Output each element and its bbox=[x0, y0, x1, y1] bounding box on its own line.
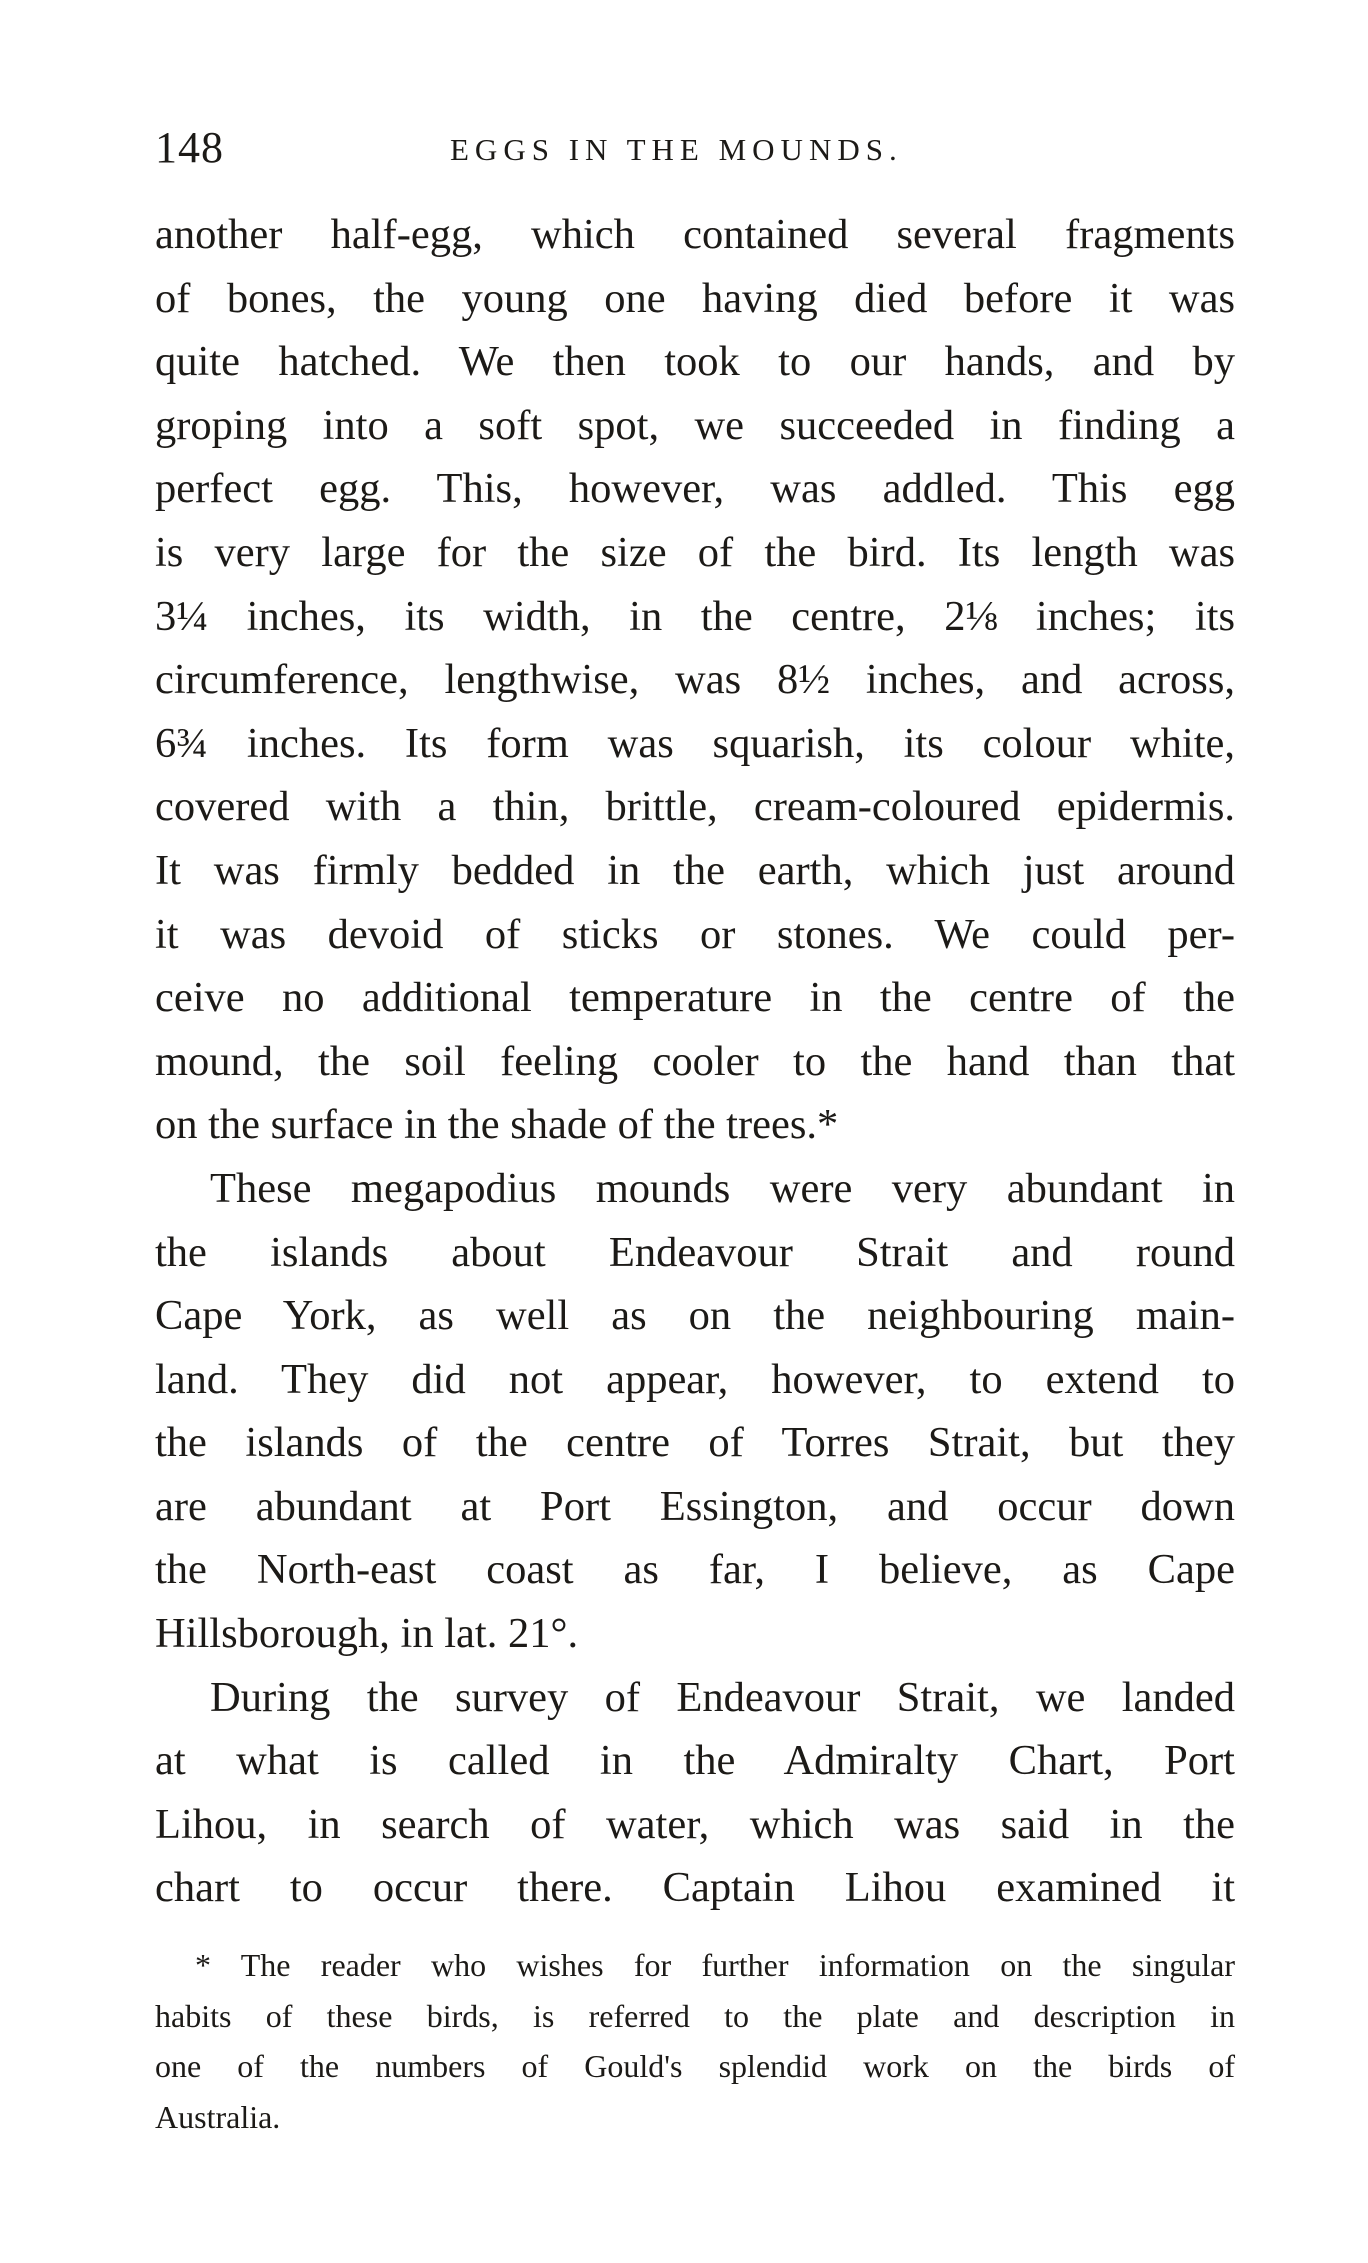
text-line: groping into a soft spot, we succeeded in finding a bbox=[155, 401, 1235, 449]
page-number: 148 bbox=[155, 123, 224, 172]
text-line: at what is called in the Admiralty Chart, Port bbox=[155, 1737, 1235, 1785]
text-line: During the survey of Endeavour Strait, we landed bbox=[210, 1673, 1235, 1721]
text-line: ceive no additional temperature in the centre of the bbox=[155, 974, 1235, 1022]
footnote-line: one of the numbers of Gould's splendid work on the birds of bbox=[155, 2048, 1235, 2084]
text-line: of bones, the young one having died before it was bbox=[155, 274, 1235, 322]
text-line: are abundant at Port Essington, and occur down bbox=[155, 1482, 1235, 1530]
footnote-line: * The reader who wishes for further information on the singular bbox=[195, 1947, 1235, 1983]
footnote-line: Australia. bbox=[155, 2098, 281, 2135]
body-text bbox=[155, 203, 1235, 1920]
text-line: another half-egg, which contained several fragments bbox=[155, 211, 1235, 258]
text-line: 3¼ inches, its width, in the centre, 2⅛ inches; its bbox=[155, 592, 1235, 640]
page-header bbox=[155, 122, 1235, 182]
text-line: Lihou, in search of water, which was said in the bbox=[155, 1800, 1235, 1848]
running-title: EGGS IN THE MOUNDS. bbox=[450, 132, 903, 167]
footnote-line: habits of these birds, is referred to the plate and description in bbox=[155, 1997, 1235, 2034]
footnote bbox=[155, 1940, 1235, 2142]
text-line: it was devoid of sticks or stones. We could per- bbox=[155, 910, 1235, 958]
text-line: covered with a thin, brittle, cream-coloured epidermis. bbox=[155, 783, 1235, 831]
text-line: circumference, lengthwise, was 8½ inches, and across, bbox=[155, 656, 1235, 704]
text-line: is very large for the size of the bird. Its length was bbox=[155, 528, 1235, 576]
text-line: chart to occur there. Captain Lihou examined it bbox=[155, 1864, 1235, 1912]
text-line: quite hatched. We then took to our hands, and by bbox=[155, 338, 1235, 386]
text-line: the islands about Endeavour Strait and round bbox=[155, 1228, 1235, 1276]
text-line: mound, the soil feeling cooler to the hand than that bbox=[155, 1037, 1235, 1085]
text-line: These megapodius mounds were very abundant in bbox=[210, 1164, 1235, 1212]
text-line: perfect egg. This, however, was addled. This egg bbox=[155, 465, 1235, 513]
text-line: Cape York, as well as on the neighbouring main- bbox=[155, 1292, 1235, 1340]
text-line: on the surface in the shade of the trees.* bbox=[155, 1101, 839, 1149]
text-line: 6¾ inches. Its form was squarish, its colour white, bbox=[155, 719, 1235, 767]
text-line: Hillsborough, in lat. 21°. bbox=[155, 1610, 579, 1658]
text-line: the islands of the centre of Torres Strait, but they bbox=[155, 1419, 1235, 1467]
text-line: land. They did not appear, however, to extend to bbox=[155, 1355, 1235, 1403]
text-line: It was firmly bedded in the earth, which just around bbox=[155, 846, 1235, 894]
text-line: the North-east coast as far, I believe, as Cape bbox=[155, 1546, 1235, 1594]
